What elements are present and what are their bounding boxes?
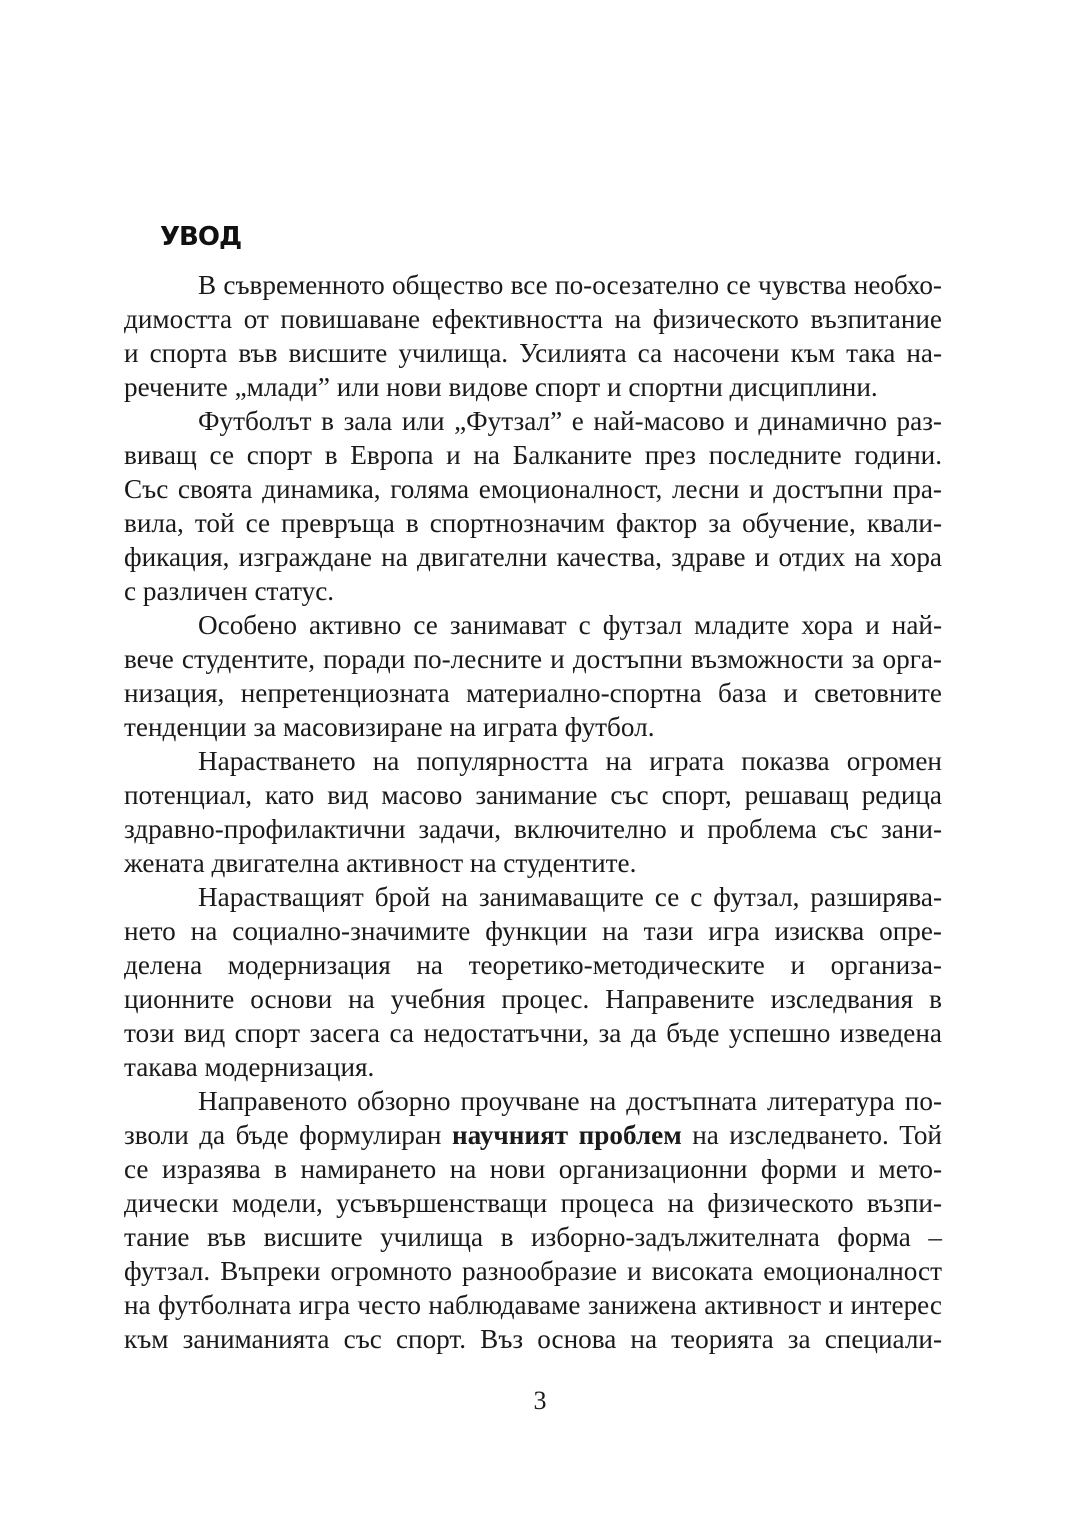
paragraph-2 [124,404,942,608]
text-line: Направеното обзорно проучване на достъпната литература по- [198,1086,942,1116]
text-line: жената двигателна активност на студентите. [124,848,637,878]
paragraph-1 [124,268,942,404]
paragraph-6 [124,1084,942,1356]
text-line: към заниманията със спорт. Въз основа на теорията за специали- [124,1324,942,1354]
body-text [124,268,942,1356]
text-run: на изследването. Той [681,1120,942,1150]
text-line: речените „млади” или нови видове спорт и спортни дисциплини. [124,372,878,402]
text-line: такава модернизация. [124,1052,375,1082]
text-line: В съвременното общество все по-осезателно се чувства необхо- [198,270,942,300]
paragraph-4 [124,744,942,880]
text-line: нето на социално-значимите функции на тази игра изисква опре- [124,916,942,946]
text-line: футзал. Въпреки огромното разнообразие и високата емоционалност [124,1256,942,1286]
text-line: Футболът в зала или „Футзал” е най-масово и динамично раз- [198,406,942,436]
text-line: вила, той се превръща в спортнозначим фактор за обучение, квали- [124,508,942,538]
paragraph-3 [124,608,942,744]
text-line: Особено активно се занимават с футзал младите хора и най- [198,610,942,640]
text-line: на футболната игра често наблюдаваме занижена активност и интерес [124,1290,942,1320]
text-line: потенциал, като вид масово занимание със спорт, решаващ редица [124,780,942,810]
text-line: Нарастването на популярността на играта показва огромен [198,746,942,776]
text-line: димостта от повишаване ефективността на физическото възпитание [124,304,942,334]
text-line: ционните основи на учебния процес. Направените изследвания в [124,984,942,1014]
text-line: виващ се спорт в Европа и на Балканите през последните години. [124,440,942,470]
text-line: Със своята динамика, голяма емоционалност, лесни и достъпни пра- [124,474,942,504]
text-line: с различен статус. [124,576,335,606]
text-line: дически модели, усъвършенстващи процеса на физическото възпи- [124,1188,942,1218]
emphasis-scientific-problem: научният проблем [451,1120,682,1150]
text-line: вече студентите, поради по-лесните и достъпни възможности за орга- [124,644,942,674]
page-number: 3 [533,1386,547,1415]
paragraph-5 [124,880,942,1084]
text-line: здравно-профилактични задачи, включително и проблема със зани- [124,814,942,844]
text-line: делена модернизация на теоретико-методическите и организа- [124,950,942,980]
text-line: и спорта във висшите училища. Усилията са насочени към така на- [124,338,942,368]
text-line: тенденции за масовизиране на играта футбол. [124,712,655,742]
text-line: се изразява в намирането на нови организационни форми и мето- [124,1154,942,1184]
text-run: зволи да бъде формулиран [124,1120,452,1150]
text-line: този вид спорт засега са недостатъчни, за да бъде успешно изведена [124,1018,942,1048]
text-line: Нарастващият брой на занимаващите се с футзал, разширява- [198,882,942,912]
text-line: тание във висшите училища в изборно-задължителната форма – [124,1222,942,1252]
text-line [124,1118,942,1152]
section-heading: УВОД [160,222,242,252]
text-line: низация, непретенциозната материално-спортна база и световните [124,678,942,708]
text-line: фикация, изграждане на двигателни качества, здраве и отдих на хора [124,542,942,572]
